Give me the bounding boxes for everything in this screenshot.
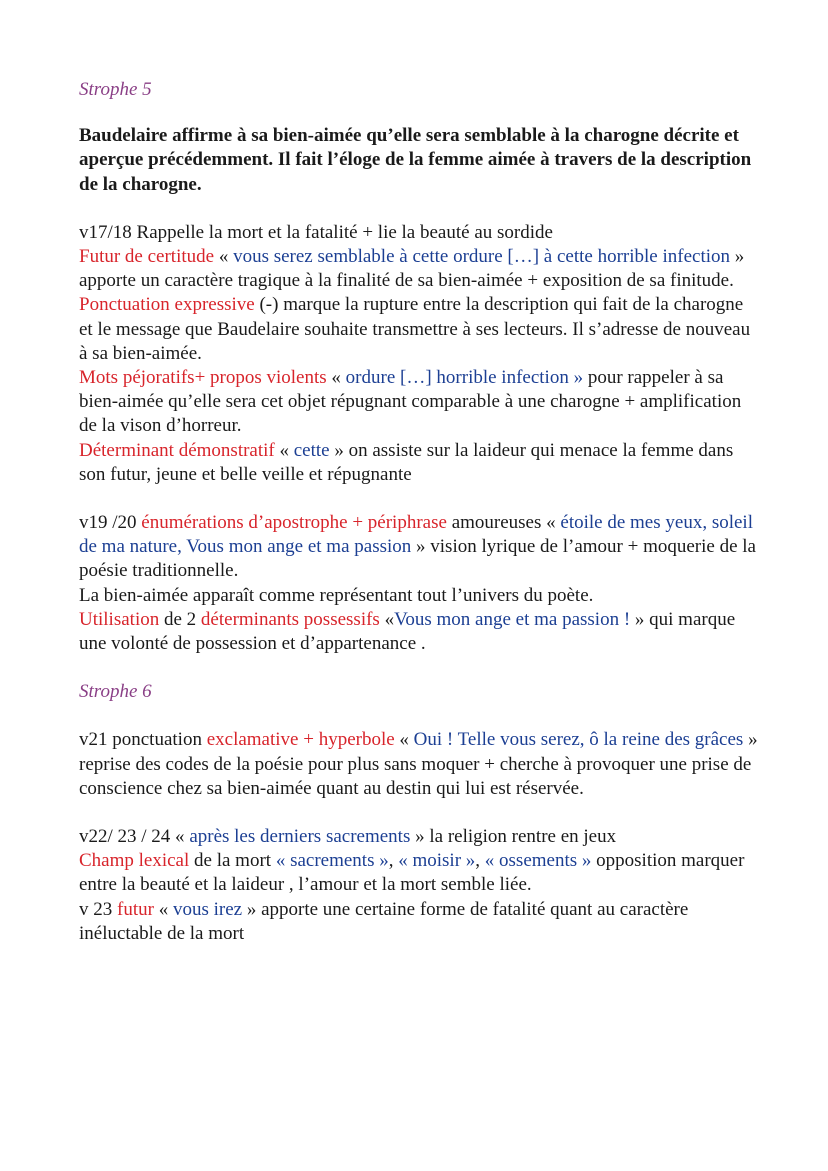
text: «	[153, 898, 173, 920]
strophe-6-heading: Strophe 6	[79, 681, 152, 703]
quote: vous serez semblable à cette ordure […] à cette horrible infection	[233, 246, 731, 268]
text: » qui marque une volonté de possession et d’appartenance .	[79, 608, 736, 655]
text: v19 /20	[79, 512, 142, 534]
v19-20-univers-line: La bien-aimée apparaît comme représentant tout l’univers du poète.	[79, 584, 594, 606]
v22-24-champ-lexical-paragraph	[79, 849, 759, 897]
term-champ-lexical: Champ lexical	[79, 850, 190, 872]
v19-20-paragraph	[79, 511, 759, 584]
term-mots-pejoratifs: Mots péjoratifs+ propos violents	[79, 367, 327, 389]
text: » la religion rentre en jeux	[410, 826, 617, 848]
text: » apporte une certaine forme de fatalité quant au caractère inéluctable de la mort	[79, 898, 689, 944]
v17-18-line: v17/18 Rappelle la mort et la fatalité + lie la beauté au sordide	[79, 221, 553, 243]
text: pour rappeler à sa bien-aimée qu’elle sera cet objet répugnant comparable à une charogne + amplification de la vison d’horreur.	[79, 367, 742, 437]
quote: ordure […] horrible infection »	[345, 367, 584, 389]
v17-18-futur-paragraph	[79, 245, 759, 293]
text: amoureuses «	[446, 512, 561, 534]
v19-20-possessifs-paragraph	[79, 608, 759, 656]
text: «	[379, 608, 395, 630]
text: » apporte un caractère tragique à la finalité de sa bien-aimée + exposition de sa finitude.	[79, 246, 745, 292]
text: «	[326, 367, 346, 389]
text: «	[274, 439, 294, 461]
term-utilisation: Utilisation	[79, 608, 160, 630]
text: v22/ 23 / 24 «	[79, 826, 190, 848]
term-exclamative-hyperbole: exclamative + hyperbole	[206, 729, 395, 751]
text: » reprise des codes de la poésie pour plus sans moquer + cherche à provoquer une prise de conscience chez sa bien-aimée quant au destin qui lui est réservée.	[79, 729, 758, 799]
v21-paragraph	[79, 728, 759, 801]
text: v21 ponctuation	[79, 729, 207, 751]
v23-futur-paragraph	[79, 898, 759, 946]
term-determinant-demonstratif: Déterminant démonstratif	[79, 439, 275, 461]
text: opposition marquer entre la beauté et la laideur , l’amour et la mort semble liée.	[79, 850, 745, 896]
strophe-5-intro: Baudelaire affirme à sa bien-aimée qu’elle sera semblable à la charogne décrite et aperçue précédemment. Il fait l’éloge de la femme aimée à travers de la description de la charogne.	[79, 125, 752, 195]
text: (-) marque la rupture entre la description qui fait de la charogne et le message que Baudelaire souhaite transmettre à ses lecteurs. Il s’adresse de nouveau à sa bien-aimée.	[79, 294, 751, 364]
text: » on assiste sur la laideur qui menace la femme dans son futur, jeune et belle veille et répugnante	[79, 439, 734, 485]
quote: « moisir »	[398, 850, 476, 872]
v17-18-mots-pejoratifs-paragraph	[79, 366, 759, 439]
text: «	[394, 729, 414, 751]
term-enumerations: énumérations d’apostrophe + périphrase	[141, 512, 447, 534]
text: de la mort	[189, 850, 276, 872]
text: ,	[388, 850, 399, 872]
v22-24-paragraph	[79, 825, 759, 849]
v17-18-ponctuation-paragraph	[79, 293, 759, 366]
quote: Oui ! Telle vous serez, ô la reine des grâces	[413, 729, 744, 751]
text: » vision lyrique de l’amour + moquerie de la poésie traditionnelle.	[79, 536, 756, 582]
quote: Vous mon ange et ma passion !	[394, 608, 631, 630]
term-ponctuation-expressive: Ponctuation expressive	[79, 294, 255, 316]
text: ,	[475, 850, 485, 872]
document-page	[79, 78, 759, 946]
quote: vous irez	[172, 898, 243, 920]
quote: « sacrements »	[275, 850, 389, 872]
text: de 2	[159, 608, 201, 630]
quote: « ossements »	[484, 850, 592, 872]
term-determinants-possessifs: déterminants possessifs	[200, 608, 380, 630]
term-futur: futur	[117, 898, 154, 920]
text: «	[214, 246, 234, 268]
text: v 23	[79, 898, 117, 920]
quote: étoile de mes yeux, soleil de ma nature, Vous mon ange et ma passion	[79, 512, 753, 558]
quote: cette	[293, 439, 330, 461]
strophe-5-heading: Strophe 5	[79, 79, 152, 100]
v17-18-determinant-paragraph	[79, 439, 759, 487]
term-futur-certitude: Futur de certitude	[79, 246, 215, 268]
quote: après les derniers sacrements	[189, 826, 411, 848]
